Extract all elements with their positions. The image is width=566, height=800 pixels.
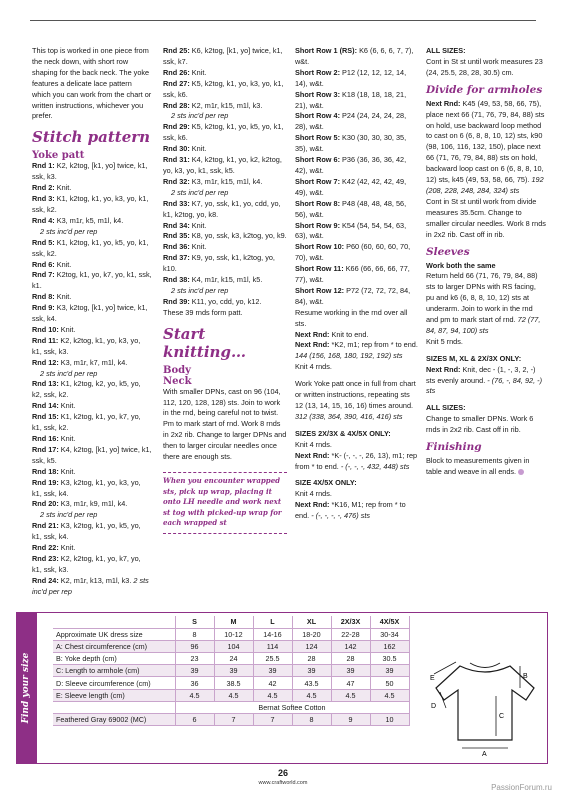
size-header: XL [292, 616, 331, 628]
instruction-row [163, 79, 287, 101]
row-text: Knit. [191, 242, 207, 252]
row-label: Short Row 1 (RS): [295, 46, 358, 55]
row-text: K1, k2tog, k1, yo, k3, yo, k1, ssk, k2. [32, 194, 149, 214]
row-text: P36 (36, 36, 36, 42, 42), w&t. [295, 155, 407, 175]
instruction-row [295, 242, 419, 264]
stitch-count: 144 (156, 168, 180, 192, 192) sts [295, 351, 403, 361]
table-cell: 47 [331, 677, 370, 689]
instruction-row [295, 177, 419, 199]
all-sizes-text: Change to smaller DPNs. Work 6 rnds in 2x2 rib. Cast off in rib. [426, 414, 534, 435]
row-label: Short Row 11: [295, 264, 344, 274]
row-text: Knit. [191, 67, 207, 77]
garment-schematic [430, 648, 540, 758]
size-header: 4X/5X [370, 616, 409, 628]
row-label: Rnd 30: [163, 144, 190, 154]
instruction-row [163, 275, 287, 286]
row-label: Rnd 17: [32, 444, 59, 454]
row-text: K1, k2tog, k1, yo, k7, yo, k1, ssk, k2. [32, 412, 141, 433]
table-cell: 36 [175, 677, 214, 689]
table-cell: 39 [175, 665, 214, 677]
row-text: K3, k2tog, k1, yo, k3, yo, k1, ssk, k4. [32, 477, 141, 498]
stitch-note: 2 sts inc'd per rep [171, 111, 229, 121]
row-label: B: Yoke depth (cm) [53, 653, 175, 665]
row-label: Short Row 4: [295, 111, 340, 121]
row-label: D: Sleeve circumference (cm) [53, 677, 175, 689]
knit-rnds-text: Knit 4 rnds. [295, 439, 332, 449]
instruction-row [32, 576, 152, 598]
row-label: Rnd 2: [32, 183, 55, 193]
diagram-label-a: A [482, 751, 487, 758]
row-label: Short Row 8: [295, 198, 340, 208]
row-label: Rnd 29: [163, 122, 190, 132]
yoke-instructions: Work Yoke patt once in full from chart or written instructions, repeating sts 12 (13, 14, 15, 16, 16) times around. [295, 379, 416, 410]
table-cell: 104 [214, 640, 253, 652]
instruction-row [32, 445, 152, 467]
sizes-heading: SIZE 4X/5X ONLY: [295, 478, 357, 488]
size-header: 2X/3X [331, 616, 370, 628]
row-label: Rnd 36: [163, 242, 190, 252]
row-text: P72 (72, 72, 72, 84, 84), w&t. [295, 285, 411, 306]
col3-rows [295, 46, 419, 308]
row-text: P12 (12, 12, 12, 14, 14), w&t. [295, 67, 407, 88]
size-table [53, 616, 410, 726]
size-header: S [175, 616, 214, 628]
knit-rnds-text: Knit 4 rnds. [295, 362, 332, 372]
stitch-note: 2 sts inc'd per rep [171, 285, 229, 295]
instruction-row [32, 467, 152, 478]
table-cell: 25.5 [253, 653, 292, 665]
table-cell: 4.5 [292, 689, 331, 701]
table-row [53, 689, 409, 701]
row-text: K8, yo, ssk, k3, k2tog, yo, k9. [191, 231, 287, 241]
next-rnd-label: Next Rnd: [295, 450, 330, 460]
row-label: Rnd 18: [32, 466, 59, 476]
table-row [53, 653, 409, 665]
table-cell: 124 [292, 640, 331, 652]
diagram-label-e: E [430, 675, 435, 682]
row-label: Short Row 2: [295, 67, 340, 77]
stitch-count: - (-, -, -, 432, 448) sts [340, 461, 410, 471]
instruction-row [32, 238, 152, 260]
row-label: Rnd 8: [32, 292, 55, 302]
finishing-heading: Finishing [426, 441, 482, 454]
instruction-row [32, 543, 152, 554]
row-text: Knit. [56, 292, 72, 302]
page-url: www.craftworld.com [258, 780, 308, 786]
row-text: K54 (54, 54, 54, 63, 63), w&t. [295, 220, 407, 241]
next-rnd-text: *K16, M1; rep from * to end. [295, 500, 406, 521]
knit-rnds-text: Knit 4 rnds. [295, 489, 332, 499]
finishing-text: Block to measurements given in table and weave in all ends. [426, 456, 530, 476]
table-row [53, 628, 409, 640]
row-text: K5, k2tog, k1, yo, k5, yo, k1, ssk, k6. [163, 122, 284, 143]
instruction-row [163, 242, 287, 253]
instruction-row [32, 478, 152, 500]
sleeves-text: Return held 66 (71, 76, 79, 84, 88) sts to larger DPNs with RS facing, pu and k6 (6, 8, 8, 10, 12) sts at underarm. Join to work in the rnd and pm to mark start of rnd. [426, 271, 538, 325]
instruction-row [163, 101, 287, 112]
yarn-name: Bernat Softee Cotton [175, 701, 409, 713]
instruction-row [32, 554, 152, 576]
body-heading: Body [163, 364, 191, 376]
table-cell: 7 [214, 714, 253, 726]
page-number: 26 [277, 768, 288, 778]
column-3 [295, 46, 419, 522]
table-cell: 30-34 [370, 628, 409, 640]
instruction-row [163, 221, 287, 232]
row-label: Rnd 22: [32, 543, 59, 553]
instruction-row [295, 111, 419, 133]
instruction-row [32, 358, 152, 369]
instruction-row [295, 221, 419, 243]
row-text: K18 (18, 18, 18, 21, 21), w&t. [295, 89, 407, 110]
row-text: K4, k2tog, [k1, yo] twice, k1, ssk, k5. [32, 444, 152, 465]
row-label: Rnd 10: [32, 324, 59, 334]
row-label: Short Row 12: [295, 285, 345, 295]
stitch-count: 72 (77, 84, 87, 94, 100) sts [426, 315, 541, 335]
instruction-row [295, 46, 419, 68]
table-cell: 39 [331, 665, 370, 677]
row-text: Knit. [191, 144, 207, 154]
row-label: C: Length to armhole (cm) [53, 665, 175, 677]
row-text: K2, m1r, k15, m1l, k3. [191, 100, 263, 110]
size-tab-label: Find your size [21, 652, 31, 724]
neck-text: With smaller DPNs, cast on 96 (104, 112, 120, 128, 128) sts. Join to work in the rnd, being careful not to twist. Pm to mark start of rnd. Work 8 rnds in 2x2 rib. Change to larger DPNs and then to larger circular needles once there are enough sts. [163, 386, 287, 462]
table-cell: 7 [253, 714, 292, 726]
row-label: Rnd 26: [163, 67, 190, 77]
col1-rows [32, 161, 152, 597]
row-label: Short Row 5: [295, 133, 340, 143]
table-cell: 14-16 [253, 628, 292, 640]
row-text: K4, k2tog, k1, yo, k2, k2tog, yo, k3, yo, k1, ssk, k5. [163, 155, 282, 175]
instruction-row [163, 199, 287, 221]
stitch-pattern-heading: Stitch pattern [32, 128, 151, 147]
instruction-row [32, 499, 152, 510]
row-text: K42 (42, 42, 42, 49, 49), w&t. [295, 176, 407, 197]
instruction-row [32, 292, 152, 303]
table-row [53, 640, 409, 652]
row-label: Rnd 39: [163, 296, 190, 306]
end-dot-icon [518, 469, 524, 475]
next-rnd-label: Next Rnd: [295, 340, 330, 350]
instruction-row [163, 231, 287, 242]
stitch-note: 2 sts inc'd per rep [40, 510, 98, 520]
table-cell: 42 [253, 677, 292, 689]
table-cell: 142 [331, 640, 370, 652]
row-label: Short Row 3: [295, 89, 340, 99]
neck-heading: Neck [163, 375, 192, 387]
table-cell: 4.5 [214, 689, 253, 701]
instruction-row [163, 46, 287, 68]
row-label: Rnd 6: [32, 259, 55, 269]
row-label: Short Row 6: [295, 155, 340, 165]
row-text: K9, yo, ssk, k1, k2tog, yo, k10. [163, 253, 275, 274]
row-text: K1, k2tog, k1, yo, k5, yo, k1, ssk, k2. [32, 237, 149, 258]
instruction-row [32, 216, 152, 227]
table-cell: 22-28 [331, 628, 370, 640]
sleeves-subheading: Work both the same [426, 260, 496, 270]
column-4 [426, 46, 546, 478]
size-header: L [253, 616, 292, 628]
row-label: A: Chest circumference (cm) [53, 640, 175, 652]
instruction-row [295, 264, 419, 286]
table-cell: 39 [253, 665, 292, 677]
next-rnd-label: Next Rnd: [295, 500, 330, 510]
row-text: K2, k2tog, [k1, yo] twice, k1, ssk, k3. [32, 161, 148, 182]
sizes-heading: SIZES 2X/3X & 4X/5X ONLY: [295, 428, 391, 438]
table-cell: 4.5 [253, 689, 292, 701]
row-label: Rnd 31: [163, 155, 190, 165]
stitch-note: 2 sts inc'd per rep [32, 575, 149, 596]
instruction-row [295, 199, 419, 221]
instruction-row [295, 90, 419, 112]
divide-cont-text: Cont in St st until work from divide measures 35.5cm. Change to smaller circular needles. Work 8 rnds in 2x2 rib. Cast off in rib. [426, 196, 546, 239]
table-cell: 24 [214, 653, 253, 665]
sleeves-heading: Sleeves [426, 245, 470, 258]
table-cell: 18-20 [292, 628, 331, 640]
column-1 [32, 46, 152, 598]
divide-text: K45 (49, 53, 58, 66, 75), place next 66 (71, 76, 79, 84, 88) sts on hold, use backward loop method to cast on 6 (6, 8, 8, 10, 12) sts, k90 (98, 106, 116, 132, 150), place next 66 (71, 76, 79, 84, 88) sts on hold, backward loop cast on 6 (6, 8, 8, 10, 12) sts, k45 (49, 53, 58, 66, 75). [426, 98, 545, 185]
row-text: Knit. [56, 259, 72, 269]
row-text: Knit. [60, 466, 76, 476]
watermark: PassionForum.ru [491, 783, 552, 792]
table-cell: 4.5 [331, 689, 370, 701]
next-rnd-text: *K- (-, -, -, 26, 13), m1; rep from * to end. [295, 450, 418, 471]
intro-text: This top is worked in one piece from the neck down, with short row shaping for the back neck. The yoke features a delicate lace pattern which you can work from the chart or written instructions, whichever you prefer. [32, 46, 152, 121]
instruction-row [163, 122, 287, 144]
table-cell: 162 [370, 640, 409, 652]
row-label: Rnd 21: [32, 521, 59, 531]
table-cell: 43.5 [292, 677, 331, 689]
row-label: Rnd 16: [32, 434, 59, 443]
row-text: K3, m1r, k15, m1l, k4. [191, 176, 263, 186]
row-text: K3, m1r, k7, m1l, k4. [60, 357, 128, 367]
row-label: Rnd 12: [32, 357, 59, 367]
table-cell: 39 [214, 665, 253, 677]
row-label: Rnd 37: [163, 253, 190, 263]
table-cell: 114 [253, 640, 292, 652]
find-your-size-tab [16, 612, 36, 764]
row-label: Feathered Gray 69002 (MC) [53, 714, 175, 726]
row-label: Short Row 7: [295, 176, 340, 186]
next-rnd-text: Knit, dec - (1, -, 3, 2, -) sts evenly around. [426, 364, 536, 385]
row-label: Rnd 14: [32, 401, 59, 411]
row-text: P24 (24, 24, 24, 28, 28), w&t. [295, 111, 407, 132]
row-text: K30 (30, 30, 30, 35, 35), w&t. [295, 133, 407, 154]
row-text: P60 (60, 60, 60, 70, 70), w&t. [295, 242, 411, 263]
start-knitting-heading: Start knitting… [163, 324, 246, 361]
stitch-note: 2 sts inc'd per rep [171, 187, 229, 197]
table-cell: 23 [175, 653, 214, 665]
knit-rnds-text: Knit 5 rnds. [426, 336, 463, 346]
instruction-row [295, 286, 419, 308]
row-label: Short Row 9: [295, 220, 340, 230]
form-text: These 39 rnds form patt. [163, 307, 243, 317]
table-cell: 8 [175, 628, 214, 640]
instruction-row [32, 379, 152, 401]
wrap-callout: When you encounter wrapped sts, pick up wrap, placing it onto LH needle and work next st tog with picked-up wrap for each wrapped st [163, 472, 287, 534]
instruction-row [32, 434, 152, 445]
next-rnd-label: Next Rnd: [426, 98, 461, 108]
table-cell: 6 [175, 714, 214, 726]
diagram-label-d: D [431, 703, 437, 710]
yoke-heading: Yoke patt [32, 150, 85, 162]
divide-heading: Divide for armholes [426, 83, 543, 96]
table-cell: 39 [292, 665, 331, 677]
row-text: Knit. [60, 434, 76, 443]
row-label: Rnd 38: [163, 275, 190, 285]
row-text: K2, k2tog, k1, yo, k7, yo, k1, ssk, k3. [32, 553, 141, 574]
row-label: Short Row 10: [295, 242, 345, 252]
row-text: K4, m1r, k15, m1l, k5. [191, 275, 263, 285]
row-label: Rnd 34: [163, 220, 190, 230]
row-label: Rnd 27: [163, 78, 190, 88]
next-rnd-text: *K2, m1; rep from * to end. [331, 340, 418, 350]
row-text: K2, k2tog, k1, yo, k3, yo, k1, ssk, k3. [32, 335, 141, 356]
row-label: Approximate UK dress size [53, 628, 175, 640]
row-label: Rnd 24: [32, 575, 59, 585]
row-text: K3, k2tog, k1, yo, k5, yo, k1, ssk, k4. [32, 521, 141, 542]
instruction-row [163, 177, 287, 188]
instruction-row [32, 401, 152, 412]
row-label: Rnd 11: [32, 335, 59, 345]
row-label: Rnd 25: [163, 46, 190, 55]
stitch-count: - (76, -, 84, 92, -) sts [426, 375, 543, 396]
row-text: K6, k2tog, [k1, yo] twice, k1, ssk, k7. [163, 46, 283, 66]
row-text: Knit. [191, 220, 207, 230]
table-row [53, 714, 409, 726]
size-table-body [53, 628, 409, 726]
row-label: Rnd 13: [32, 379, 59, 389]
row-text: Knit. [60, 324, 76, 334]
row-text: K6 (6, 6, 6, 7, 7), w&t. [295, 46, 414, 66]
stitch-note: 2 sts inc'd per rep [40, 368, 98, 378]
table-row [53, 677, 409, 689]
row-label: Rnd 28: [163, 100, 190, 110]
instruction-row [295, 133, 419, 155]
instruction-row [163, 68, 287, 79]
row-label: Rnd 35: [163, 231, 190, 241]
row-text: K3, k2tog, [k1, yo] twice, k1, ssk, k4. [32, 303, 148, 324]
table-cell: 8 [292, 714, 331, 726]
instruction-row [32, 325, 152, 336]
table-cell: 10-12 [214, 628, 253, 640]
table-row [53, 665, 409, 677]
size-header: M [214, 616, 253, 628]
row-text: K3, m1r, k9, m1l, k4. [60, 499, 128, 509]
column-2 [163, 46, 287, 534]
row-text: Knit. [60, 401, 76, 411]
table-cell: 4.5 [370, 689, 409, 701]
instruction-row [32, 521, 152, 543]
instruction-row [32, 183, 152, 194]
row-label: Rnd 20: [32, 499, 59, 509]
size-header-row [53, 616, 409, 628]
row-label: Rnd 9: [32, 303, 55, 313]
instruction-row [163, 297, 287, 308]
all-sizes-heading: ALL SIZES: [426, 46, 466, 55]
row-label: Rnd 15: [32, 412, 59, 422]
instruction-row [163, 144, 287, 155]
row-text: K66 (66, 66, 66, 77, 77), w&t. [295, 264, 410, 285]
row-text: K1, k2tog, k2, yo, k5, yo, k2, ssk, k2. [32, 379, 141, 400]
row-text: K2, m1r, k13, m1l, k3. [60, 575, 132, 585]
instruction-row [32, 260, 152, 271]
stitch-count: - (-, -, -, -, 476) sts [311, 511, 371, 521]
instruction-row [32, 303, 152, 325]
diagram-label-c: C [499, 713, 505, 720]
row-label: Rnd 19: [32, 477, 59, 487]
row-label: E: Sleeve length (cm) [53, 689, 175, 701]
table-cell: 4.5 [175, 689, 214, 701]
table-cell: 28 [331, 653, 370, 665]
instruction-row [32, 194, 152, 216]
instruction-row [295, 68, 419, 90]
top-rule [30, 20, 536, 21]
table-cell: 38.5 [214, 677, 253, 689]
row-label: Rnd 33: [163, 198, 190, 208]
instruction-row [32, 161, 152, 183]
row-text: K3, m1r, k5, m1l, k4. [56, 215, 124, 225]
yarn-row [53, 701, 409, 713]
next-rnd-label: Next Rnd: [295, 329, 330, 339]
instruction-row [163, 253, 287, 275]
resume-text: Resume working in the rnd over all sts. [295, 307, 408, 328]
table-cell: 28 [292, 653, 331, 665]
next-rnd-text: Knit to end. [331, 329, 369, 339]
row-label: Rnd 1: [32, 161, 55, 171]
table-cell: 30.5 [370, 653, 409, 665]
instruction-row [32, 412, 152, 434]
instruction-row [32, 270, 152, 292]
instruction-row [163, 155, 287, 177]
row-text: K2tog, k1, yo, k7, yo, k1, ssk, k1. [32, 270, 152, 291]
table-cell: 9 [331, 714, 370, 726]
col2-rows [163, 46, 287, 308]
row-label: Rnd 32: [163, 176, 190, 186]
stitch-note: 2 sts inc'd per rep [40, 226, 98, 236]
stitch-count: 312 (338, 364, 390, 416, 416) sts [295, 411, 403, 421]
row-label: Rnd 4: [32, 215, 55, 225]
table-cell: 39 [370, 665, 409, 677]
row-text: K7, yo, ssk, k1, yo, cdd, yo, k1, k2tog, yo, k8. [163, 198, 281, 219]
sizes-heading: SIZES M, XL & 2X/3X ONLY: [426, 353, 522, 363]
next-rnd-label: Next Rnd: [426, 364, 461, 374]
row-label: Rnd 3: [32, 194, 55, 204]
row-label: Rnd 23: [32, 553, 59, 563]
row-text: K5, k2tog, k1, yo, k3, yo, k1, ssk, k6. [163, 78, 284, 99]
table-cell: 10 [370, 714, 409, 726]
row-text: P48 (48, 48, 48, 56, 56), w&t. [295, 198, 407, 219]
row-text: Knit. [56, 183, 72, 193]
stitch-count: 192 (208, 228, 248, 284, 324) sts [426, 175, 544, 195]
table-cell: 50 [370, 677, 409, 689]
row-label: Rnd 7: [32, 270, 55, 280]
all-sizes-heading: ALL SIZES: [426, 403, 466, 413]
row-label: Rnd 5: [32, 237, 55, 247]
row-text: Knit. [60, 543, 76, 553]
all-sizes-text: Cont in St st until work measures 23 (24, 25.5, 28, 28, 30.5) cm. [426, 56, 543, 77]
diagram-label-b: B [523, 673, 528, 680]
instruction-row [295, 155, 419, 177]
row-text: K11, yo, cdd, yo, k12. [191, 296, 262, 306]
table-cell: 96 [175, 640, 214, 652]
instruction-row [32, 336, 152, 358]
